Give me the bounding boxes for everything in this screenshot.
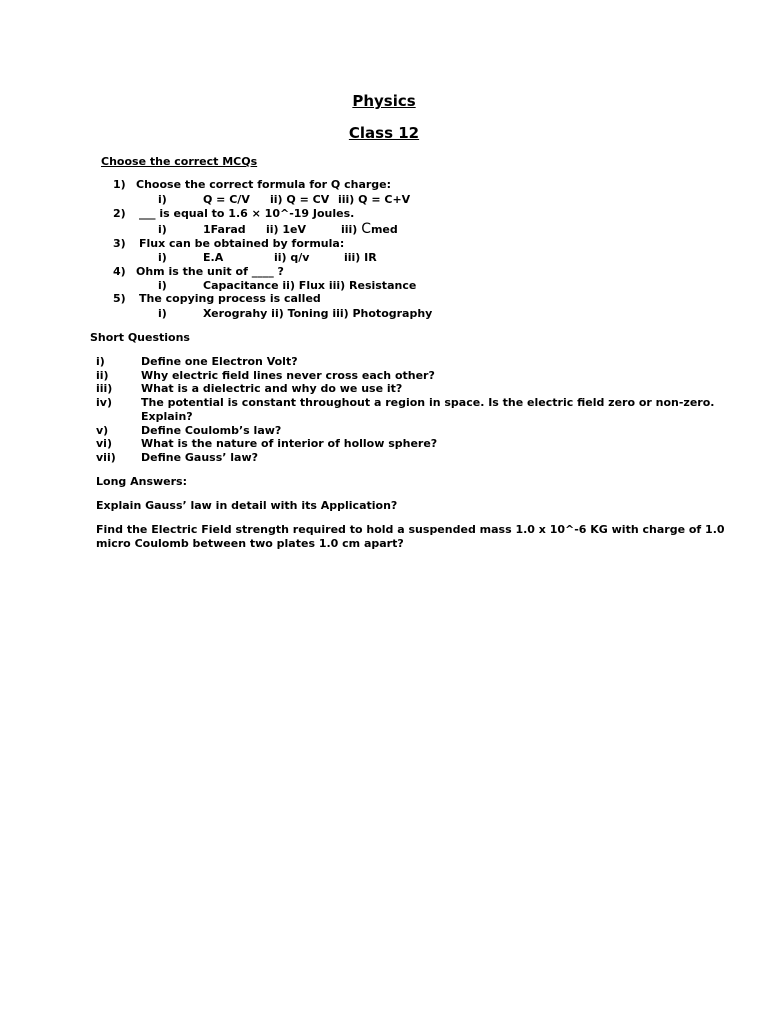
mcq-number: 5) bbox=[113, 292, 126, 305]
mcq-number: 1) bbox=[113, 178, 126, 191]
mcq-text: Flux can be obtained by formula: bbox=[139, 237, 345, 250]
mcq-text: The copying process is called bbox=[139, 292, 321, 305]
long-answers-heading: Long Answers: bbox=[96, 475, 187, 488]
mcq-option-marker: i) bbox=[158, 193, 167, 206]
short-question-text: Why electric field lines never cross each other? bbox=[141, 369, 435, 382]
mcq-text: Choose the correct formula for Q charge: bbox=[136, 178, 392, 191]
capacitance-symbol: C bbox=[361, 221, 371, 237]
mcq-option-marker: i) bbox=[158, 307, 167, 320]
mcq-number: 2) bbox=[113, 207, 126, 220]
short-question-number: v) bbox=[96, 424, 109, 437]
short-question-text: Define one Electron Volt? bbox=[141, 355, 298, 368]
mcq-option-c-prefix: iii) bbox=[341, 223, 358, 236]
short-question-number: vii) bbox=[96, 451, 116, 464]
short-question-text: What is a dielectric and why do we use it? bbox=[141, 382, 403, 395]
short-questions-heading: Short Questions bbox=[90, 331, 190, 344]
mcq-option-marker: i) bbox=[158, 251, 167, 264]
mcq-option-a: Capacitance ii) Flux iii) Resistance bbox=[203, 279, 417, 292]
mcq-option-a: E.A bbox=[203, 251, 224, 264]
mcq-option-c: iii) Q = C+V bbox=[338, 193, 411, 206]
mcq-number: 4) bbox=[113, 265, 126, 278]
mcq-number: 3) bbox=[113, 237, 126, 250]
short-question-number: i) bbox=[96, 355, 105, 368]
short-question-number: vi) bbox=[96, 437, 112, 450]
mcq-option-c-suffix: med bbox=[370, 223, 398, 236]
mcq-option-a: 1Farad bbox=[203, 223, 246, 236]
mcq-text: ___ is equal to 1.6 × 10^-19 Joules. bbox=[139, 207, 355, 220]
mcq-option-a: Q = C/V bbox=[203, 193, 250, 206]
long-question-2-line-1: Find the Electric Field strength required to hold a suspended mass 1.0 x 10^-6 KG with charge of 1.0 bbox=[96, 523, 725, 536]
long-question-2-line-2: micro Coulomb between two plates 1.0 cm apart? bbox=[96, 537, 404, 550]
short-question-text: Define Gauss’ law? bbox=[141, 451, 258, 464]
mcq-option-marker: i) bbox=[158, 223, 167, 236]
short-question-number: iii) bbox=[96, 382, 113, 395]
mcq-option-b: ii) 1eV bbox=[266, 223, 307, 236]
short-question-text: The potential is constant throughout a region in space. Is the electric field zero or non-zero. bbox=[141, 396, 715, 409]
short-question-number: ii) bbox=[96, 369, 109, 382]
short-question-text: What is the nature of interior of hollow sphere? bbox=[141, 437, 438, 450]
mcq-option-b: ii) q/v bbox=[274, 251, 310, 264]
mcq-option-a: Xerograhy ii) Toning iii) Photography bbox=[203, 307, 433, 320]
document-title: Physics bbox=[352, 92, 416, 110]
short-question-text: Define Coulomb’s law? bbox=[141, 424, 282, 437]
short-question-text-continued: Explain? bbox=[141, 410, 193, 423]
mcq-option-b: ii) Q = CV bbox=[270, 193, 330, 206]
mcq-option-marker: i) bbox=[158, 279, 167, 292]
mcq-option-c: iii) IR bbox=[344, 251, 377, 264]
long-question-1: Explain Gauss’ law in detail with its Application? bbox=[96, 499, 398, 512]
mcq-text: Ohm is the unit of ____ ? bbox=[136, 265, 284, 278]
short-question-number: iv) bbox=[96, 396, 112, 409]
document-subtitle: Class 12 bbox=[348, 124, 420, 142]
mcq-heading: Choose the correct MCQs bbox=[101, 155, 258, 168]
mcq-option-c bbox=[341, 221, 398, 237]
